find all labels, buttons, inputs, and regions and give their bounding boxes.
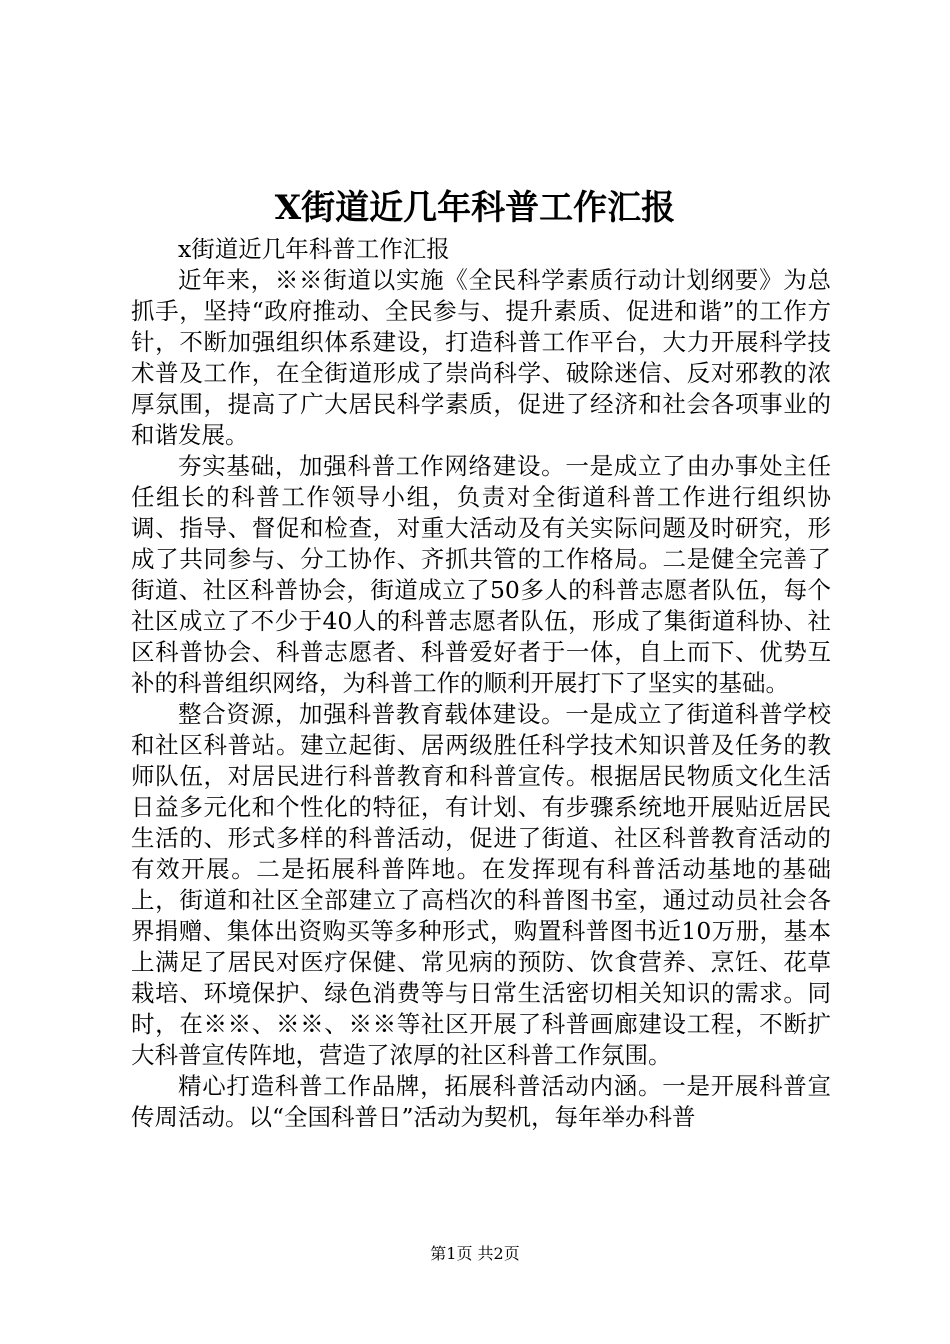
paragraph-resources: 整合资源，加强科普教育载体建设。一是成立了街道科普学校和社区科普站。建立起街、居两级胜任科学技术知识普及任务的教师队伍，对居民进行科普教育和科普宣传。根据居民物质文化生活日益多元化和个性化的特征，有计划、有步骤系统地开展贴近居民生活的、形式多样的科普活动，促进了街道、社区科普教育活动的有效开展。二是拓展科普阵地。在发挥现有科普活动基地的基础上，街道和社区全部建立了高档次的科普图书室，通过动员社会各界捐赠、集体出资购买等多种形式，购置科普图书近10万册，基本上满足了居民对医疗保健、常见病的预防、饮食营养、烹饪、花草栽培、环境保护、绿色消费等与日常生活密切相关知识的需求。同时，在※※、※※、※※等社区开展了科普画廊建设工程，不断扩大科普宣传阵地，营造了浓厚的社区科普工作氛围。 — [131, 700, 831, 1069]
document-body — [131, 234, 831, 1133]
paragraph-intro: 近年来，※※街道以实施《全民科学素质行动计划纲要》为总抓手，坚持“政府推动、全民参与、提升素质、促进和谐”的工作方针，不断加强组织体系建设，打造科普工作平台，大力开展科学技术普及工作，在全街道形成了崇尚科学、破除迷信、反对邪教的浓厚氛围，提高了广大居民科学素质，促进了经济和社会各项事业的和谐发展。 — [131, 266, 831, 449]
paragraph-brand: 精心打造科普工作品牌，拓展科普活动内涵。一是开展科普宣传周活动。以“全国科普日”活动为契机，每年举办科普 — [131, 1072, 831, 1131]
page-footer: 第1页 共2页 — [430, 1244, 520, 1263]
document-title: X街道近几年科普工作汇报 — [274, 188, 676, 228]
paragraph-foundation: 夯实基础，加强科普工作网络建设。一是成立了由办事处主任任组长的科普工作领导小组，负责对全街道科普工作进行组织协调、指导、督促和检查，对重大活动及有关实际问题及时研究，形成了共同参与、分工协作、齐抓共管的工作格局。二是健全完善了街道、社区科普协会，街道成立了50多人的科普志愿者队伍，每个社区成立了不少于40人的科普志愿者队伍，形成了集街道科协、社区科普协会、科普志愿者、科普爱好者于一体，自上而下、优势互补的科普组织网络，为科普工作的顺利开展打下了坚实的基础。 — [131, 452, 831, 697]
paragraph-subtitle: x街道近几年科普工作汇报 — [178, 235, 450, 263]
